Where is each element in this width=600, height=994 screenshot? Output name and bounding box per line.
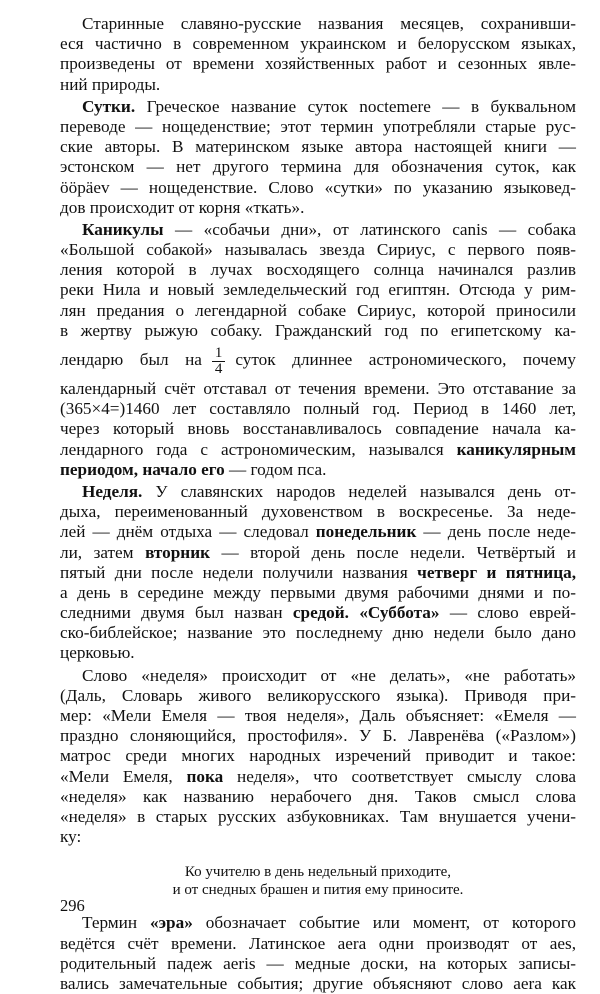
text-line: праздно слоняющийся, простофиля». У Б. Лавренёва («Разлом») xyxy=(60,726,576,746)
text-line: Неделя. У славянских народов неделей назывался день от- xyxy=(82,481,576,501)
text-line: «неделя» как названию нерабочего дня. Таков смысл слова xyxy=(60,786,576,806)
text-line: реки Нила и новый земледельческий год египтян. Отсюда у рим- xyxy=(60,280,576,300)
text-line: вались замечательные события; другие объясняют слово aera как xyxy=(60,973,576,993)
term-heading: Сутки. xyxy=(82,96,136,116)
text-line: периодом, начало его — годом пса. xyxy=(60,459,327,479)
paragraph-era xyxy=(60,913,576,994)
text-line: лей — днём отдыха — следовал понедельник — день после неде- xyxy=(60,522,576,542)
text-line: в жертву рыжую собаку. Гражданский год по египетскому ка- xyxy=(60,320,576,340)
text-line: Каникулы — «собачьи дни», от латинского canis — собака xyxy=(82,219,576,239)
text-line: следними двумя был назван средой. «Суббота» — слово еврей- xyxy=(60,603,576,623)
text-line: «Большой собакой» называлась звезда Сириус, с первого появ- xyxy=(60,240,576,260)
paragraph-word-nedelya xyxy=(60,666,576,848)
paragraph-month-names xyxy=(60,14,576,95)
text-line: лендарного года с астрономическим, назывался каникулярным xyxy=(60,439,576,459)
text-line: еся частично в современном украинском и белорусском языках, xyxy=(60,34,576,54)
text-line: календарный счёт отставал от течения времени. Это отставание за xyxy=(60,379,576,398)
paragraph-sutki xyxy=(60,97,576,218)
text-line: ööpäev — нощеденствие. Слово «сутки» по указанию языковед- xyxy=(60,177,576,197)
text-line: лян предания о легендарной собаке Сириус, которой приносили xyxy=(60,300,576,320)
bold-term: средой. «Суббота» xyxy=(292,603,440,623)
text-line: пятый дни после недели получили названия четверг и пятница, xyxy=(60,562,577,582)
page-number: 296 xyxy=(60,896,85,915)
text-line: (365×4=)1460 лет составляло полный год. Период в 1460 лет, xyxy=(60,399,576,419)
text-line: «неделя» в старых русских азбуковниках. Там внушается учени- xyxy=(60,806,576,826)
bold-term: каникулярным xyxy=(456,439,576,459)
text-line: дов происходит от корня «ткать». xyxy=(60,197,305,217)
quote-line: Ко учителю в день недельный приходите, xyxy=(184,864,452,881)
text-line: ско-библейское; название это последнему дню недели было дано xyxy=(60,623,576,643)
text-line: ку: xyxy=(60,827,82,847)
quote-block xyxy=(60,863,576,899)
text-line: Слово «неделя» происходит от «не делать», «не работать» xyxy=(82,665,576,685)
text-line: ний природы. xyxy=(60,74,161,94)
text-line: (Даль, Словарь живого великорусского языка). Приводя при- xyxy=(60,685,576,705)
text-line: через который вновь восстанавливалось совпадение начала ка- xyxy=(60,419,576,439)
text-line: родительный падеж aeris — медные доски, на которых записы- xyxy=(60,953,576,973)
bold-term: четверг и пятница, xyxy=(417,562,577,582)
bold-term: «эра» xyxy=(150,913,193,933)
text-line: ские авторы. В материнском языке автора настоящей книги — xyxy=(60,137,576,157)
paragraph-nedelya xyxy=(60,482,576,664)
text-line: мер: «Мели Емеля — твоя неделя», Даль объясняет: «Емеля — xyxy=(60,706,576,725)
bold-term: пока xyxy=(186,766,224,786)
text-line: дыха, переименованный духовенством в воскресенье. За неде- xyxy=(60,502,576,522)
term-heading: Неделя. xyxy=(82,481,143,501)
text-line: ления которой в лучах восходящего солнца начинался разлив xyxy=(60,260,576,280)
text-line: Старинные славяно-русские названия месяцев, сохранивши- xyxy=(82,14,576,33)
page-text-body xyxy=(60,14,576,994)
text-line: а день в середине между первыми двумя рабочими днями и по- xyxy=(60,582,576,602)
text-line: произведены от времени хозяйственных работ и сезонных явле- xyxy=(60,54,576,74)
text-line: ли, затем вторник — второй день после недели. Четвёртый и xyxy=(60,542,576,562)
quote-line: и от снедных брашен и пития ему приносите. xyxy=(172,882,464,899)
text-line: «Мели Емеля, пока неделя», что соответствует смыслу слова xyxy=(60,766,576,786)
text-line-with-fraction: лендарю был на $\frac{1}{4}$ суток длиннее астрономического, почему xyxy=(60,344,576,377)
text-line: матрос среди многих народных изречений приводит и такое: xyxy=(60,746,576,766)
fraction-one-quarter: $\frac{1}{4}$ xyxy=(212,346,226,377)
bold-term: вторник xyxy=(145,542,210,562)
text-line: ведётся счёт времени. Латинское aera одни производят от aes, xyxy=(60,933,576,953)
text-line: переводе — нощеденствие; этот термин употребляли старые рус- xyxy=(60,116,576,136)
bold-term: понедельник xyxy=(315,522,417,542)
bold-term: периодом, начало его xyxy=(60,459,225,479)
term-heading: Каникулы xyxy=(82,219,164,239)
text-line: эстонском — нет другого термина для обозначения суток, как xyxy=(60,157,576,177)
text-line: Термин «эра» обозначает событие или момент, от которого xyxy=(82,913,576,933)
text-line: Сутки. Греческое название суток noctemere — в буквальном xyxy=(82,96,576,116)
text-line: церковью. xyxy=(60,643,135,663)
paragraph-kanikuly xyxy=(60,220,576,480)
